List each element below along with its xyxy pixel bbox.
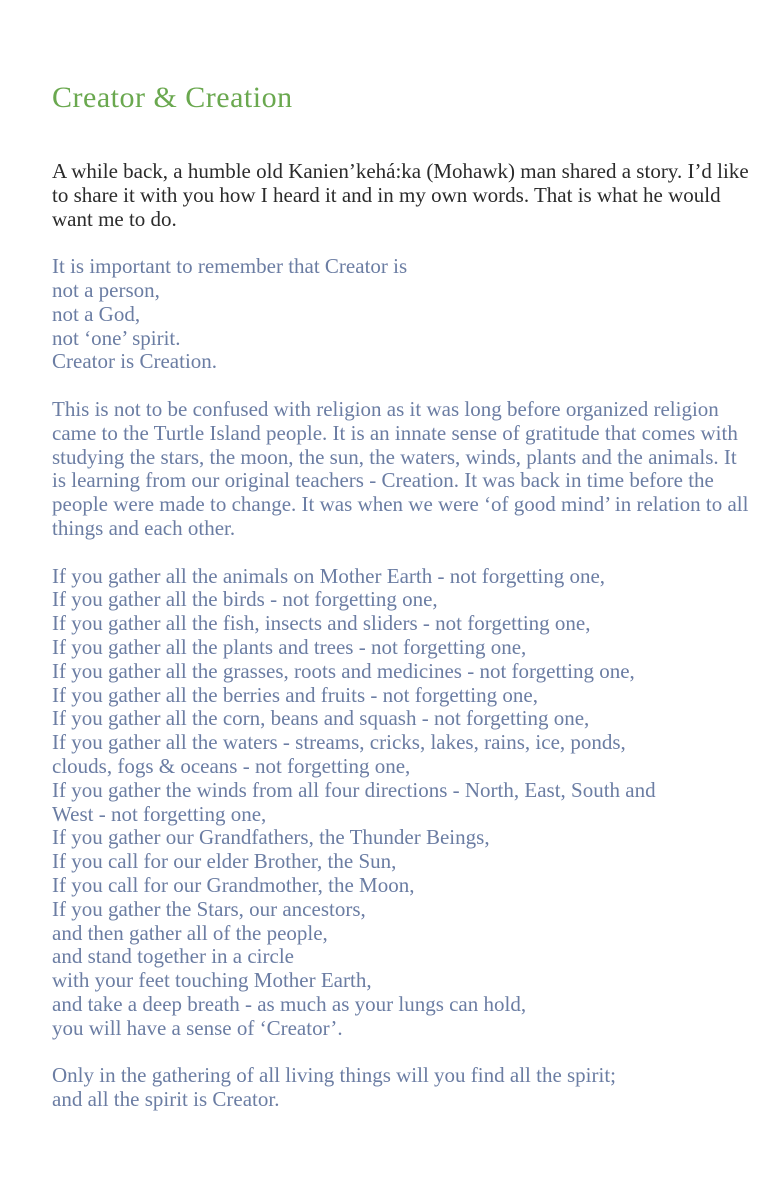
gathering-line: If you gather all the birds - not forgetting one, [52,587,438,612]
closing-block [52,1064,752,1112]
gathering-line: and take a deep breath - as much as your lungs can hold, [52,991,527,1016]
intro-paragraph: A while back, a humble old Kanien’kehá:ka (Mohawk) man shared a story. I’d like to share it with you how I heard it and in my own words. That is what he would want me to do. [52,159,749,231]
gathering-line: If you gather all the animals on Mother Earth - not forgetting one, [52,563,606,588]
creator-line: It is important to remember that Creator is [52,254,408,279]
gathering-line: and then gather all of the people, [52,920,328,945]
gathering-line: If you gather the Stars, our ancestors, [52,896,366,921]
gathering-line: If you gather all the plants and trees - not forgetting one, [52,634,527,659]
intro-section [52,160,752,231]
creator-line: not a person, [52,277,160,302]
gathering-line: If you gather the winds from all four directions - North, East, South and [52,777,656,802]
closing-line: Only in the gathering of all living things will you find all the spirit; [52,1063,617,1088]
gathering-line: West - not forgetting one, [52,801,267,826]
gathering-line: If you gather all the corn, beans and squash - not forgetting one, [52,706,590,731]
gathering-line: you will have a sense of ‘Creator’. [52,1015,343,1040]
gathering-line: and stand together in a circle [52,944,294,969]
gathering-line: clouds, fogs & oceans - not forgetting one, [52,753,411,778]
creator-line: Creator is Creation. [52,349,218,374]
creator-definition-block [52,255,752,374]
document-page [52,80,752,1112]
religion-block [52,398,752,541]
gathering-line: If you call for our Grandmother, the Moon, [52,872,415,897]
gathering-line: If you gather all the berries and fruits - not forgetting one, [52,682,538,707]
creator-line: not a God, [52,301,141,326]
gathering-line: If you gather all the fish, insects and sliders - not forgetting one, [52,611,591,636]
gathering-line: If you gather our Grandfathers, the Thunder Beings, [52,825,490,850]
gathering-line: If you gather all the grasses, roots and medicines - not forgetting one, [52,658,635,683]
gathering-block [52,565,752,1041]
gathering-line: If you call for our elder Brother, the Sun, [52,849,397,874]
gathering-line: with your feet touching Mother Earth, [52,968,372,993]
creator-line: not ‘one’ spirit. [52,325,181,350]
closing-line: and all the spirit is Creator. [52,1087,280,1112]
gathering-line: If you gather all the waters - streams, cricks, lakes, rains, ice, ponds, [52,730,626,755]
page-title: Creator & Creation [52,81,293,114]
religion-paragraph: This is not to be confused with religion as it was long before organized religion came to the Turtle Island people. It is an innate sense of gratitude that comes with studying the stars, the moon, the sun, the waters, winds, plants and the animals. It is learning from our original teachers - Creation. It was back in time before the people were made to change. It was when we were ‘of good mind’ in relation to all things and each other. [52,396,749,540]
